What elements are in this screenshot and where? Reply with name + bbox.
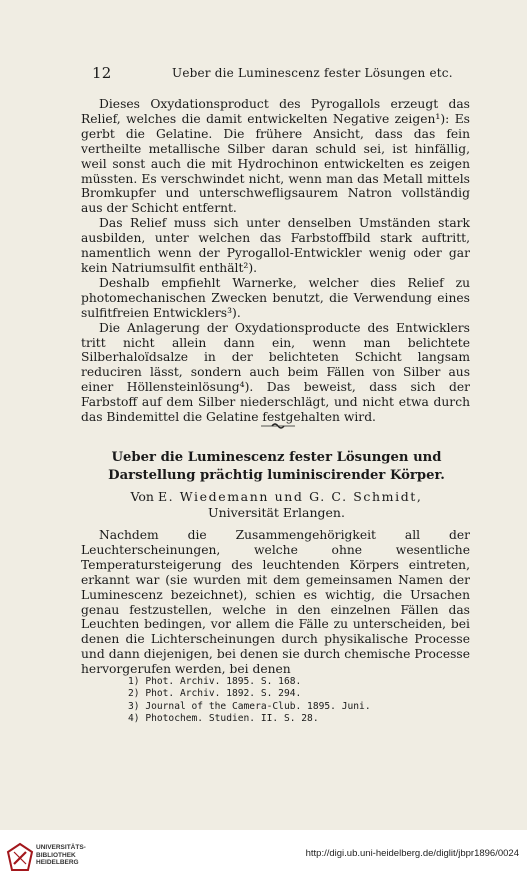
article-intro — [81, 528, 470, 677]
section-divider-ornament — [261, 422, 295, 430]
permalink-url[interactable]: http://digi.ub.uni-heidelberg.de/diglit/jbpr1896/0024 — [305, 848, 519, 859]
paragraph: Deshalb empfiehlt Warnerke, welcher dies Relief zu photomechanischen Zwecken benutzt, die Verwendung eines sulfitfreien Entwicklers³). — [81, 275, 470, 320]
page-number: 12 — [92, 64, 112, 82]
article-byline — [82, 489, 471, 521]
paragraph: Die Anlagerung der Oxydationsproducte des Entwicklers tritt nicht allein dann ein, wenn man belichtete Silberhaloïdsalze in der belichteten Schicht langsam reduciren lässt, sondern auch beim Fällen von Silber aus einer Höllensteinlösung⁴). Das beweist, dass sich der Farbstoff auf dem Silber niederschlägt, und nicht etwa durch das Bindemittel die Gelatine festgehalten wird. — [81, 320, 470, 425]
body-text — [81, 97, 470, 425]
footnotes — [128, 676, 388, 726]
author-prefix: Von — [130, 489, 154, 504]
paragraph: Nachdem die Zusammengehörigkeit all der Leuchterscheinungen, welche ohne wesentliche Temperatursteigerung des leuchtenden Körpers eintreten, erkannt war (sie wurden mit dem gemeinsamen Namen der Luminescenz bezeichnet), schien es wichtig, die Ursachen genau festzustellen, welche in den einzelnen Fällen das Leuchten bedingen, vor allem die Fälle zu unterscheiden, bei denen die Lichterscheinungen durch physikalische Processe und dann diejenigen, bei denen sie durch chemische Processe hervorgerufen werden, bei denen — [81, 528, 470, 677]
library-name: UNIVERSITÄTS- BIBLIOTHEK HEIDELBERG — [36, 844, 86, 866]
paragraph: Das Relief muss sich unter denselben Umständen stark ausbilden, unter welchen das Farbstoffbild stark auftritt, namentlich wenn der Pyrogallol-Entwickler wenig oder gar kein Natriumsulfit enthält²). — [81, 216, 470, 275]
paragraph: Dieses Oxydationsproduct des Pyrogallols erzeugt das Relief, welches die damit entwickelten Negative zeigen¹): Es gerbt die Gelatine. Die frühere Ansicht, dass das fein vertheilte metallische Silber daran schuld sei, ist hinfällig, weil sonst auch die mit Hydrochinon entwickelten es zeigen müssten. Es verschwindet nicht, wenn man das Metall mittels Bromkupfer und unterschwefligsaurem Natron vollständig aus der Schicht entfernt. — [81, 97, 470, 216]
affiliation: Universität Erlangen. — [208, 505, 345, 520]
viewer-footer — [0, 830, 527, 878]
running-title: Ueber die Luminescenz fester Lösungen etc. — [172, 66, 453, 80]
authors: E. Wiedemann und G. C. Schmidt, — [157, 489, 423, 504]
article-title: Ueber die Luminescenz fester Lösungen und Darstellung prächtig luminiscirender Körper. — [108, 450, 445, 483]
footnote: 1) Phot. Archiv. 1895. S. 168. — [128, 676, 302, 687]
footnote: 3) Journal of the Camera-Club. 1895. Juni. — [128, 700, 371, 712]
footnote: 4) Photochem. Studien. II. S. 28. — [128, 713, 319, 725]
university-library-logo-icon — [6, 842, 34, 872]
footnote: 2) Phot. Archiv. 1892. S. 294. — [128, 688, 302, 700]
